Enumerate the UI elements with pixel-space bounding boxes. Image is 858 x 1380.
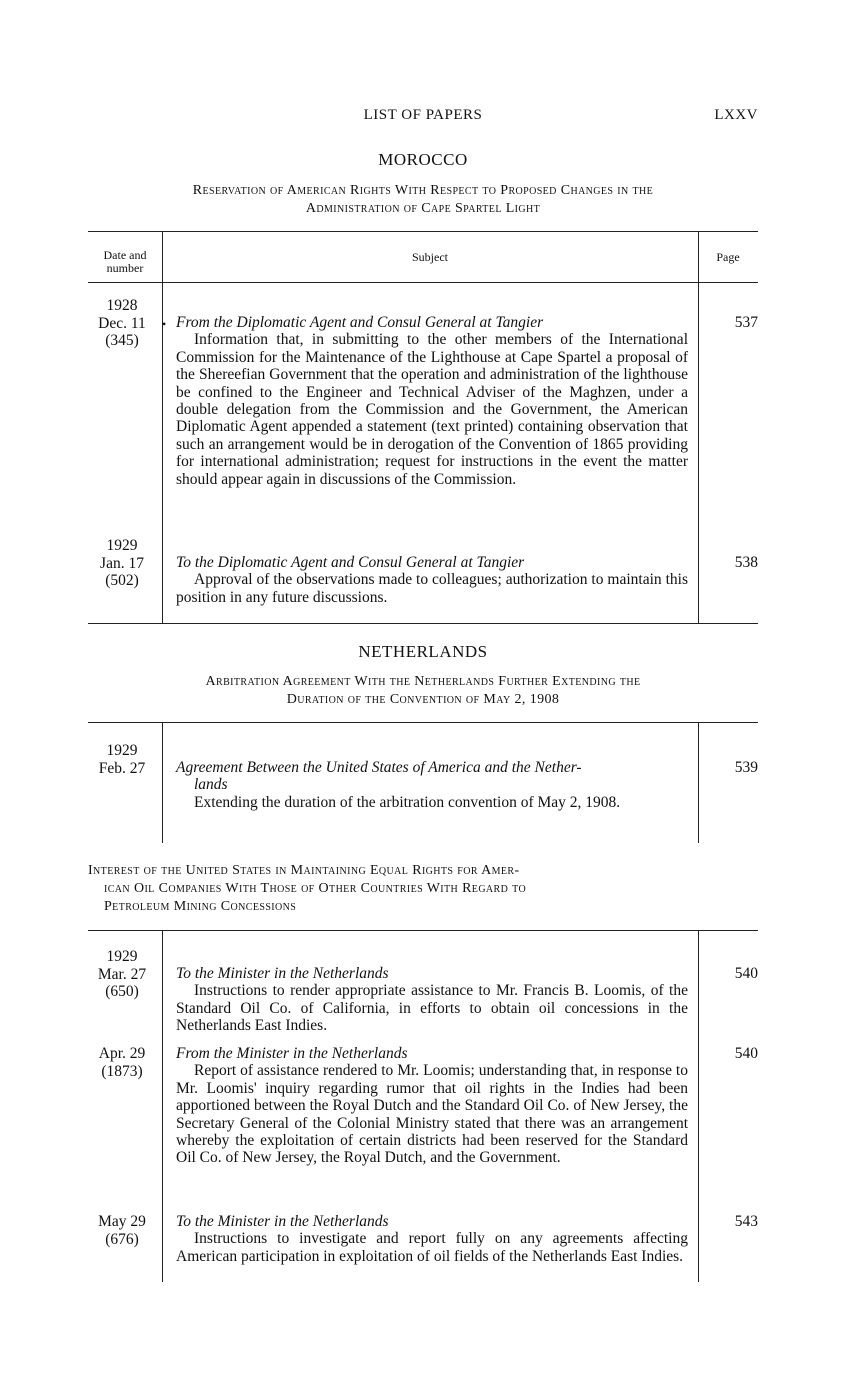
page-reference: 543: [734, 1213, 758, 1230]
date: Feb. 27: [98, 759, 146, 777]
date: Mar. 27: [97, 965, 147, 983]
page-reference: 537: [734, 314, 758, 331]
country-heading-morocco: MOROCCO: [378, 150, 468, 169]
document-number: (1873): [101, 1062, 143, 1080]
entry-body: Instructions to investigate and report fully on any agreements affecting American participation in exploitation of oil fields of the Netherlands East Indies.: [176, 1230, 688, 1265]
column-divider: [162, 722, 163, 843]
document-number: (676): [105, 1230, 139, 1248]
entry-subject: [176, 759, 688, 811]
section-title-line: Reservation of American Rights With Respect to Proposed Changes in the: [192, 183, 654, 198]
column-divider: [698, 930, 699, 1282]
date-cell: [88, 1045, 156, 1080]
column-divider: [162, 231, 163, 623]
column-header-date: Date and number: [103, 248, 147, 275]
year: 1929: [106, 948, 138, 965]
entry-title: To the Minister in the Netherlands: [176, 1213, 389, 1230]
page-reference: 540: [734, 965, 758, 982]
column-divider: [698, 231, 699, 623]
running-title: LIST OF PAPERS: [363, 107, 483, 123]
section-title-line: Interest of the United States in Maintaining Equal Rights for Amer-: [88, 863, 520, 878]
section-title-line: Petroleum Mining Concessions: [104, 899, 297, 914]
bullet-mark: •: [162, 317, 167, 331]
entry-subject: [176, 1213, 688, 1265]
table-top-rule: [88, 722, 758, 723]
date-cell: [88, 297, 156, 350]
column-divider: [162, 930, 163, 1282]
date: Apr. 29: [98, 1045, 146, 1062]
section-title-line: Arbitration Agreement With the Netherlands Further Extending the: [205, 674, 641, 689]
section-title-line: Duration of the Convention of May 2, 1908: [286, 692, 560, 707]
column-divider: [698, 722, 699, 843]
papers-table-arbitration: [88, 722, 758, 843]
country-heading-netherlands: NETHERLANDS: [358, 642, 488, 661]
document-number: (502): [105, 572, 139, 589]
section-title-arbitration: [88, 673, 758, 709]
table-bottom-rule: [88, 623, 758, 624]
section-title-line: ican Oil Companies With Those of Other Countries With Regard to: [104, 881, 527, 896]
column-header-page: Page: [716, 250, 740, 264]
date: May 29: [98, 1213, 146, 1230]
entry-title: To the Diplomatic Agent and Consul General at Tangier: [176, 554, 525, 571]
date-cell: [88, 1213, 156, 1248]
entry-body: Instructions to render appropriate assistance to Mr. Francis B. Loomis, of the Standard Oil Co. of California, in efforts to obtain oil concessions in the Netherlands East Indies.: [176, 982, 688, 1035]
entry-subject: [176, 554, 688, 606]
date-cell: [88, 742, 156, 777]
date-cell: [88, 537, 156, 590]
table-top-rule: [88, 231, 758, 232]
entry-body: Approval of the observations made to colleagues; authorization to maintain this position in any future discussions.: [176, 571, 688, 606]
header-rule: [88, 282, 758, 283]
document-number: (345): [105, 332, 139, 349]
table-top-rule: [88, 930, 758, 931]
entry-title-line: lands: [194, 776, 228, 794]
running-head: [88, 107, 758, 129]
entry-subject: [176, 1045, 688, 1167]
papers-table-morocco: [88, 231, 758, 623]
papers-table-oil: [88, 930, 758, 1282]
year: 1928: [106, 297, 138, 314]
entry-title: To the Minister in the Netherlands: [176, 965, 389, 982]
entry-body: Extending the duration of the arbitration convention of May 2, 1908.: [194, 793, 621, 811]
entry-title: From the Minister in the Netherlands: [176, 1045, 408, 1062]
year: 1929: [106, 537, 138, 554]
entry-body: Information that, in submitting to the other members of the International Commission for the Maintenance of the Lighthouse at Cape Spartel a proposal of the Shereefian Government that the operation and administration of the lighthouse be confined to the Engineer and Technical Adviser of the Maghzen, under a double delegation from the Commission and the Government, the American Diplomatic Agent appended a statement (text printed) containing observation that such an arrangement would be in derogation of the Convention of 1865 providing for international administration; request for instructions in the event the matter should appear again in discussions of the Commission.: [176, 331, 688, 488]
date-cell: [88, 948, 156, 1001]
page-reference: 540: [734, 1045, 758, 1062]
section-title-oil-rights: [88, 862, 758, 916]
section-title-line: Administration of Cape Spartel Light: [305, 201, 541, 216]
year: 1929: [106, 742, 138, 759]
entry-title-line: Agreement Between the United States of America and the Nether-: [176, 759, 582, 776]
date: Jan. 17: [100, 554, 144, 572]
document-number: (650): [105, 983, 139, 1000]
page-number-roman: LXXV: [714, 107, 758, 123]
entry-subject: [176, 314, 688, 488]
page-reference: 539: [734, 759, 758, 776]
column-header-subject: Subject: [412, 250, 448, 264]
entry-title: From the Diplomatic Agent and Consul General at Tangier: [176, 314, 544, 331]
entry-title: [176, 759, 688, 794]
section-title-cape-spartel: [88, 182, 758, 218]
entry-subject: [176, 965, 688, 1035]
entry-body: Report of assistance rendered to Mr. Loomis; understanding that, in response to Mr. Loomis' inquiry regarding rumor that oil rights in the Indies had been apportioned between the Royal Dutch and the Standard Oil Co. of New Jersey, the Secretary General of the Colonial Ministry stated that there was an arrangement whereby the exploitation of certain districts had been reserved for the Standard Oil Co. of New Jersey, the Royal Dutch, and the Government.: [176, 1062, 688, 1167]
date: Dec. 11: [98, 314, 146, 332]
page-reference: 538: [734, 554, 758, 571]
